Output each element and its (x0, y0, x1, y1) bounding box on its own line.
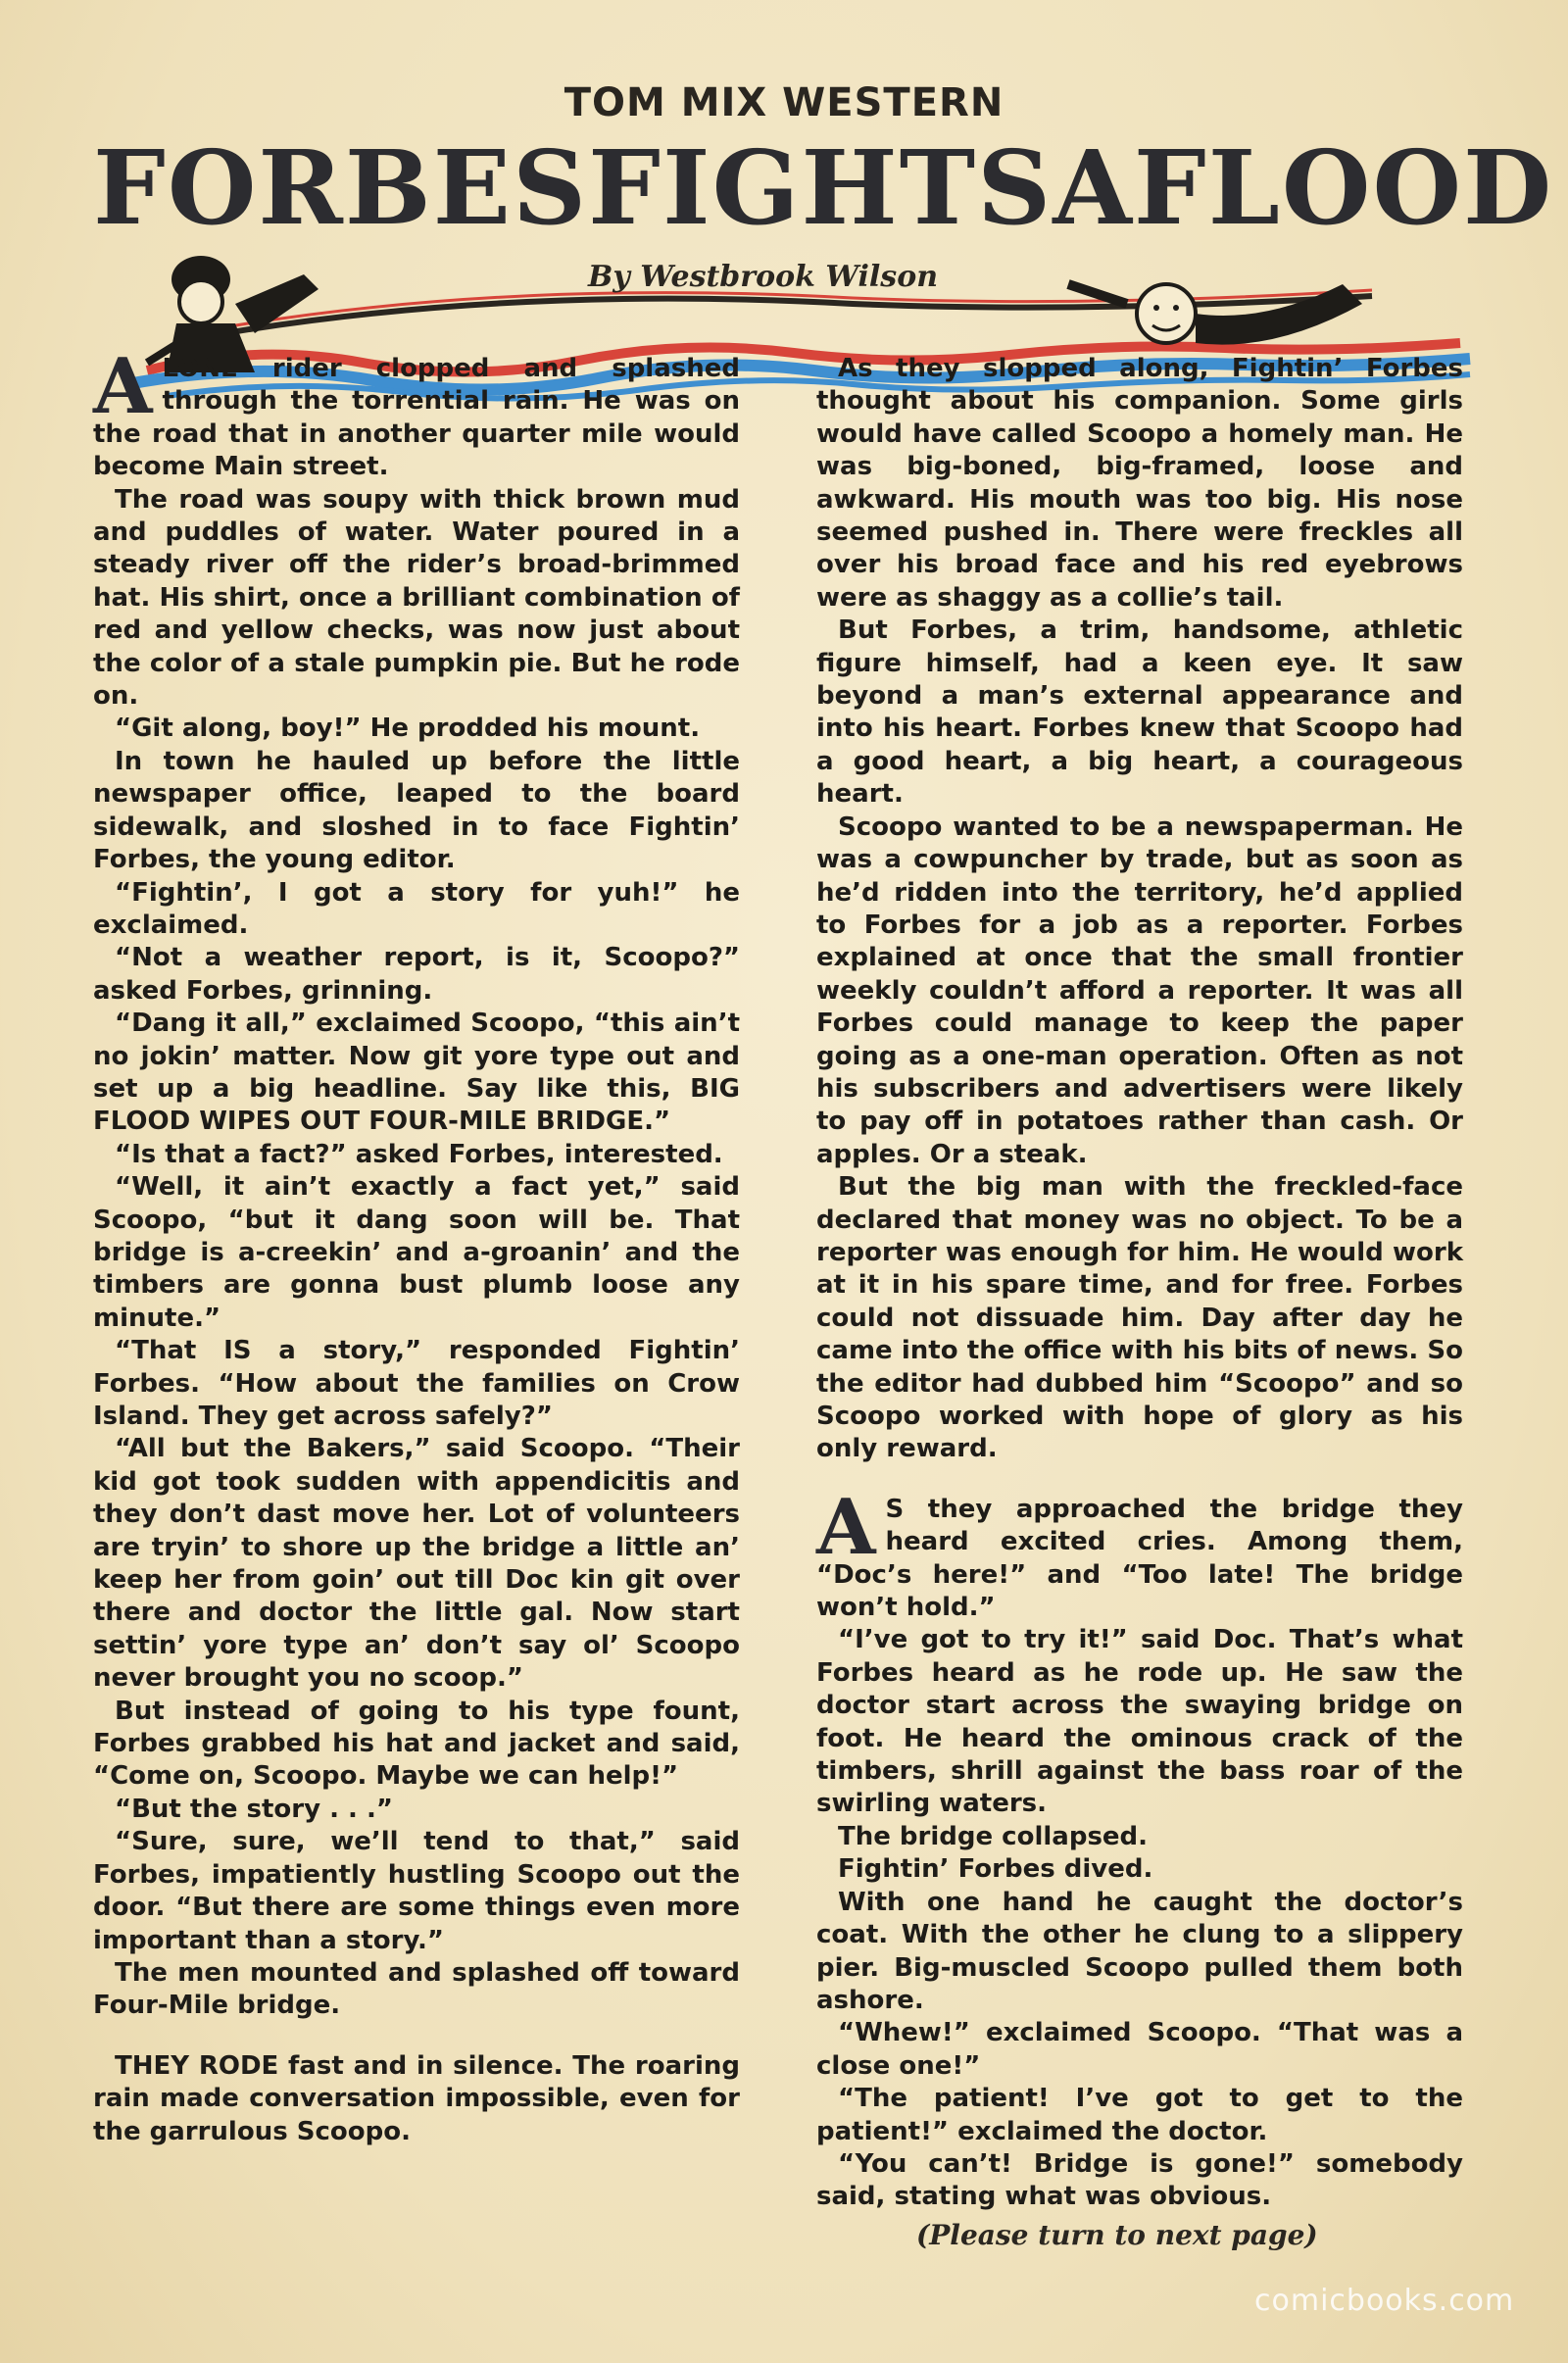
paragraph: The road was soupy with thick brown mud and puddles of water. Water poured in a steady river off the rider’s broad-brimmed hat. His shirt, once a brilliant combination of red and yellow checks, was now just about the color of a stale pumpkin pie. But he rode on. (93, 484, 740, 712)
headline-word: FIGHTS (588, 127, 1054, 248)
paragraph: In town he hauled up before the little newspaper office, leaped to the board sidewalk, and sloshed in to face Fightin’ Forbes, the young editor. (93, 746, 740, 875)
right-column (816, 353, 1463, 2214)
paragraph: Fightin’ Forbes dived. (838, 1854, 1153, 1885)
section-paragraph: THEY RODE fast and in silence. The roaring rain made conversation impossible, even for the garrulous Scoopo. (93, 2050, 740, 2146)
byline: By Westbrook Wilson (588, 260, 939, 294)
paragraph: “Git along, boy!” He prodded his mount. (115, 714, 701, 744)
paragraph: But instead of going to his type fount, Forbes grabbed his hat and jacket and said, “Come on, Scoopo. Maybe we can help!” (93, 1696, 740, 1792)
drop-cap: A (816, 1482, 876, 1572)
paragraph: The men mounted and splashed off toward Four-Mile bridge. (93, 1957, 740, 2021)
paragraph: “That IS a story,” responded Fightin’ Forbes. “How about the families on Crow Island. They get across safely?” (93, 1336, 740, 1431)
series-title: TOM MIX WESTERN (564, 80, 1004, 125)
continued-note: (Please turn to next page) (916, 2219, 1318, 2251)
paragraph: “Is that a fact?” asked Forbes, interested. (115, 1139, 723, 1169)
headline-word: A (1053, 127, 1134, 248)
paragraph: “But the story . . .” (115, 1794, 393, 1824)
paragraph: But Forbes, a trim, handsome, athletic figure himself, had a keen eye. It saw beyond a man’s external appearance and into his heart. Forbes knew that Scoopo had a good heart, a big heart, a courageous heart. (816, 615, 1463, 810)
paragraph: “You can’t! Bridge is gone!” somebody said, stating what was obvious. (816, 2148, 1463, 2212)
paragraph: “Well, it ain’t exactly a fact yet,” said Scoopo, “but it dang soon will be. That bridge is a-creekin’ and a-groanin’ and the timbers are gonna bust plumb loose any minute.” (93, 1172, 740, 1333)
paragraph: “I’ve got to try it!” said Doc. That’s what Forbes heard as he rode up. He saw the doctor start across the swaying bridge on foot. He heard the ominous crack of the timbers, shrill against the bass roar of the swirling waters. (816, 1625, 1463, 1819)
paragraph: Scoopo wanted to be a newspaperman. He was a cowpuncher by trade, but as soon as he’d ridden into the territory, he’d applied to Forbes for a job as a reporter. Forbes explained at once that the small frontier weekly couldn’t afford a reporter. It was all Forbes could manage to keep the paper going as a one-man operation. Often as not his subscribers and advertisers were likely to pay off in potatoes rather than cash. Or apples. Or a steak. (816, 812, 1463, 1169)
drop-cap: A (93, 342, 153, 431)
headline-word: FLOOD (1133, 127, 1554, 248)
paragraph: As they slopped along, Fightin’ Forbes thought about his companion. Some girls would have called Scoopo a homely man. He was big-boned, big-framed, loose and awkward. His mouth was too big. His nose seemed pushed in. There were freckles all over his broad face and his red eyebrows were as shaggy as a collie’s tail. (816, 354, 1463, 613)
headline-word: FORBES (93, 127, 589, 248)
paragraph: “Dang it all,” exclaimed Scoopo, “this ain’t no jokin’ matter. Now git yore type out and set up a big headline. Say like this, BIG FLOOD WIPES OUT FOUR-MILE BRIDGE.” (93, 1009, 740, 1137)
left-column (93, 342, 740, 2148)
paragraph: But the big man with the freckled-face declared that money was no object. To be a reporter was enough for him. He would work at it in his spare time, and for free. Forbes could not dissuade him. Day after day he came into the office with his bits of news. So the editor had dubbed him “Scoopo” and so Scoopo worked with hope of glory as his only reward. (816, 1172, 1463, 1464)
paragraph: With one hand he caught the doctor’s coat. With the other he clung to a slippery pier. Big-muscled Scoopo pulled them both ashore. (816, 1887, 1463, 2015)
paragraph: A S they approached the bridge they heard excited cries. Among them, “Doc’s here!” and “Too late! The bridge won’t hold.” (816, 1482, 1463, 1623)
story-headline (93, 127, 1554, 248)
paragraph: ALONE rider clopped and splashed through the torrential rain. He was on the road that in another quarter mile would become Main street. (93, 342, 740, 482)
paragraph: “All but the Bakers,” said Scoopo. “Their kid got took sudden with appendicitis and they don’t dast move her. Lot of volunteers are tryin’ to shore up the bridge a little an’ keep her from goin’ out till Doc kin git over there and doctor the little gal. Now start settin’ yore type an’ don’t say ol’ Scoopo never brought you no scoop.” (93, 1434, 740, 1694)
paragraph: “Whew!” exclaimed Scoopo. “That was a close one!” (816, 2018, 1463, 2081)
paragraph: “Not a weather report, is it, Scoopo?” asked Forbes, grinning. (93, 943, 740, 1006)
paragraph: “Fightin’, I got a story for yuh!” he exclaimed. (93, 877, 740, 940)
paragraph: “Sure, sure, we’ll tend to that,” said Forbes, impatiently hustling Scoopo out the door. “But there are some things even more important than a story.” (93, 1827, 740, 1955)
site-watermark: comicbooks.com (1254, 2284, 1515, 2318)
paragraph: “The patient! I’ve got to get to the patient!” exclaimed the doctor. (816, 2084, 1463, 2146)
paragraph: The bridge collapsed. (838, 1821, 1149, 1851)
